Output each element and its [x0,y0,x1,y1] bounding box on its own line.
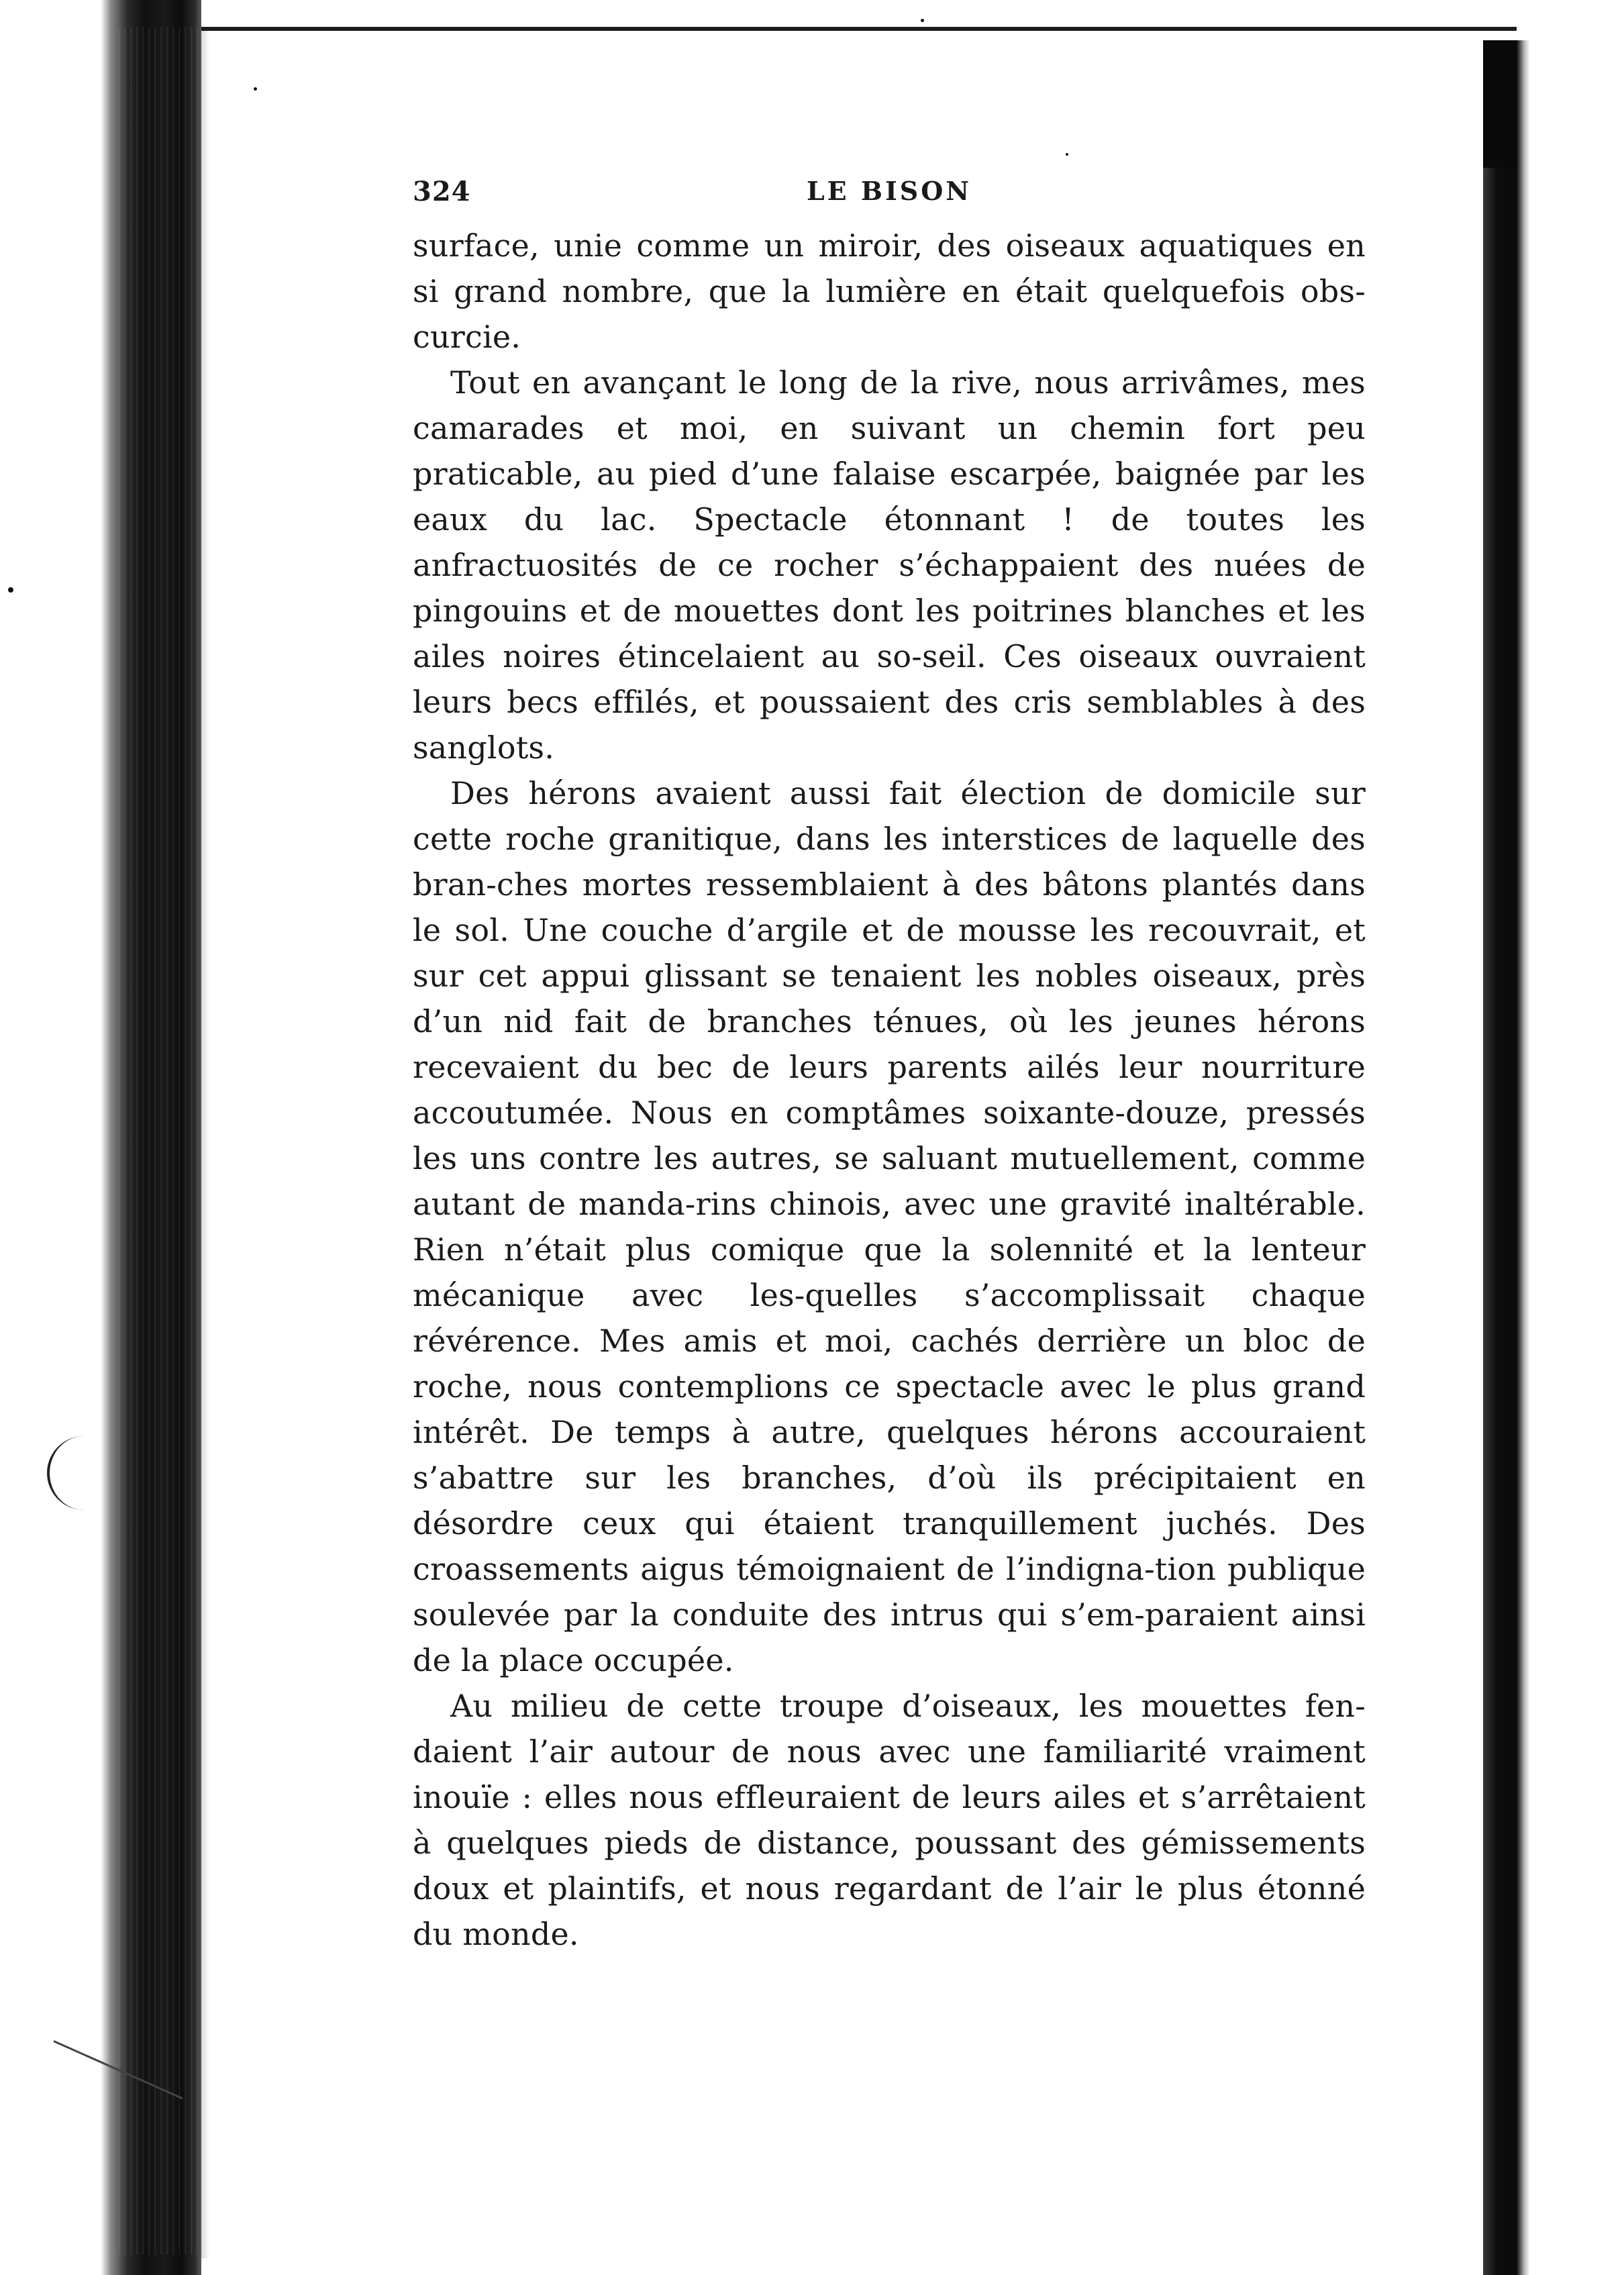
paragraph: Des hérons avaient aussi fait élection de domicile sur cette roche granitique, dans les interstices de laquelle des bran-ches mortes ressemblaient à des bâtons plantés dans le sol. Une couche d’argile et de mousse les recouvrait, et sur cet appui glissant se tenaient les nobles oiseaux, près d’un nid fait de branches ténues, où les jeunes hérons recevaient du bec de leurs parents ailés leur nourriture accoutumée. Nous en comptâmes soixante-douze, pressés les uns contre les autres, se saluant mutuellement, comme autant de manda-rins chinois, avec une gravité inaltérable. Rien n’était plus comique que la solennité et la lenteur mécanique avec les-quelles s’accomplissait chaque révérence. Mes amis et moi, cachés derrière un bloc de roche, nous contemplions ce spectacle avec le plus grand intérêt. De temps à autre, quelques hérons accouraient s’abattre sur les branches, d’où ils précipitaient en désordre ceux qui étaient tranquillement juchés. Des croassements aigus témoignaient de l’indigna-tion publique soulevée par la conduite des intrus qui s’em-paraient ainsi de la place occupée. [413,775,1366,1678]
scan-speck [8,587,13,593]
page-content [413,176,1366,1957]
next-page-edge [1483,40,1530,2275]
next-page-edge-dark [1483,40,1517,168]
page-top-edge [201,27,1517,31]
paragraph: Tout en avançant le long de la rive, nous arrivâmes, mes camarades et moi, en suivant un chemin fort peu praticable, au pied d’une falaise escarpée, baignée par les eaux du lac. Spectacle étonnant ! de toutes les anfractuosités de ce rocher s’échappaient des nuées de pingouins et de mouettes dont les poitrines blanches et les ailes noires étincelaient au so-seil. Ces oiseaux ouvraient leurs becs effilés, et poussaient des cris semblables à des sanglots. [413,364,1366,766]
scan-speck [254,87,257,91]
scan-speck [921,19,924,22]
page-number: 324 [413,176,471,207]
running-head [413,176,1366,216]
scan-speck [1066,153,1068,156]
paragraph: surface, unie comme un miroir, des oiseaux aquatiques en si grand nombre, que la lumière en était quelquefois obs-curcie. [413,228,1366,355]
spine-texture [114,27,198,2255]
page-left-edge [201,27,209,2258]
body-text [413,223,1366,1957]
running-title: LE BISON [806,176,972,206]
paragraph: Au milieu de cette troupe d’oiseaux, les mouettes fen-daient l’air autour de nous avec une familiarité vraiment inouïe : elles nous effleuraient de leurs ailes et s’arrêtaient à quelques pieds de distance, poussant des gémissements doux et plaintifs, et nous regardant de l’air le plus étonné du monde. [413,1688,1366,1952]
